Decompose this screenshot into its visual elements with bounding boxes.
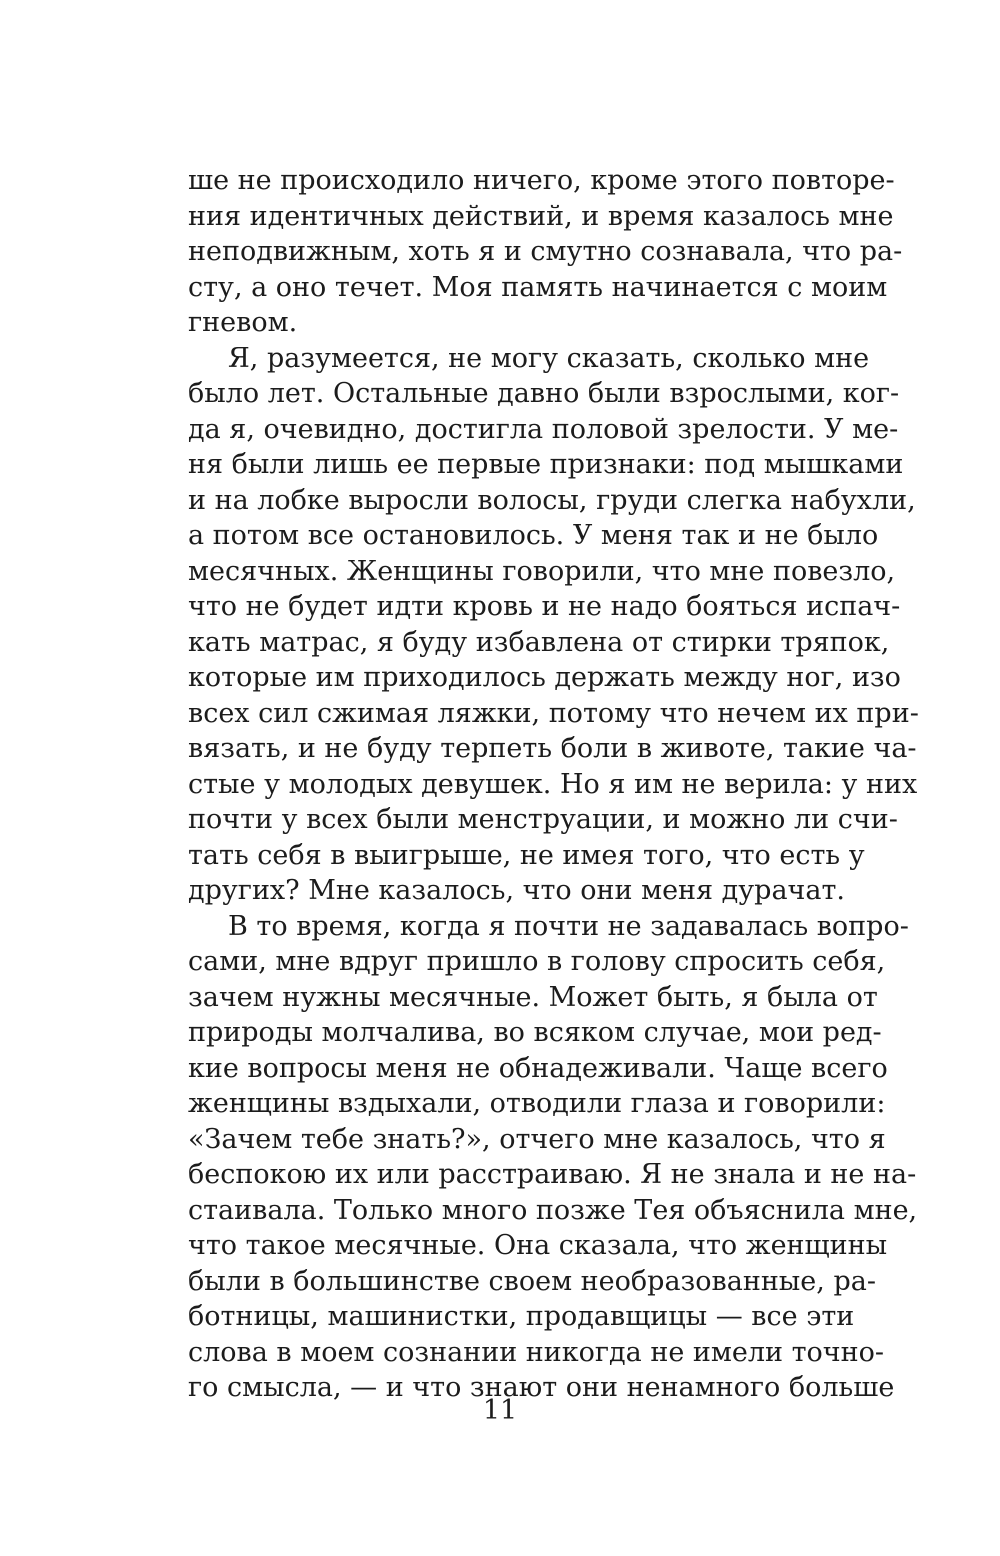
text-line: месячных. Женщины говорили, что мне повезло, [188,555,896,587]
text-line: беспокою их или расстраиваю. Я не знала и не на- [188,1159,917,1190]
text-line: да я, очевидно, достигла половой зрелости. У ме- [188,413,899,445]
body-text [188,163,919,1406]
text-line: было лет. Остальные давно были взрослыми, ког- [188,378,900,409]
text-line: природы молчалива, во всяком случае, мои ред- [188,1017,882,1048]
text-line: стаивала. Только много позже Тея объяснила мне, [188,1194,918,1226]
text-line: которые им приходилось держать между ног, изо [188,662,901,693]
text-line: слова в моем сознании никогда не имели точно- [188,1336,885,1368]
paragraph-start-line: В то время, когда я почти не задавалась вопро- [228,910,909,942]
text-line: ше не происходило ничего, кроме этого повторе- [188,165,895,196]
text-line: го смысла, — и что знают они ненамного больше [188,1372,895,1403]
text-line: неподвижным, хоть я и смутно сознавала, что ра- [188,236,903,267]
text-line: почти у всех были менструации, и можно ли счи- [188,804,898,835]
text-line: ния идентичных действий, и время казалось мне [188,200,894,232]
text-line: сами, мне вдруг пришло в голову спросить себя, [188,946,886,977]
text-line: и на лобке выросли волосы, груди слегка набухли, [188,484,916,516]
page-number: 11 [482,1395,518,1426]
text-line: женщины вздыхали, отводили глаза и говорили: [188,1088,886,1119]
text-line: «Зачем тебе знать?», отчего мне казалось, что я [188,1123,886,1155]
text-line: тать себя в выигрыше, не имея того, что есть у [188,839,865,871]
text-line: ботницы, машинистки, продавщицы — все эти [188,1301,855,1332]
text-line: что такое месячные. Она сказала, что женщины [188,1230,888,1261]
text-line: кие вопросы меня не обнадеживали. Чаще всего [188,1052,888,1084]
text-line: всех сил сжимая ляжки, потому что нечем их при- [188,697,919,729]
text-line: были в большинстве своем необразованные, ра- [188,1265,876,1297]
text-line: а потом все остановилось. У меня так и не было [188,520,879,551]
paragraph-start-line: Я, разумеется, не могу сказать, сколько мне [228,342,870,374]
text-line: ня были лишь ее первые признаки: под мышками [188,449,904,480]
text-line: гневом. [188,307,298,338]
text-line: зачем нужны месячные. Может быть, я была от [188,981,878,1013]
text-line: сту, а оно течет. Моя память начинается с моим [188,271,888,303]
text-line: вязать, и не буду терпеть боли в животе, такие ча- [188,733,917,764]
text-line: других? Мне казалось, что они меня дурачат. [188,875,846,906]
text-line: что не будет идти кровь и не надо бояться испач- [188,591,901,622]
text-line: кать матрас, я буду избавлена от стирки тряпок, [188,626,890,658]
text-line: стые у молодых девушек. Но я им не верила: у них [188,768,918,800]
